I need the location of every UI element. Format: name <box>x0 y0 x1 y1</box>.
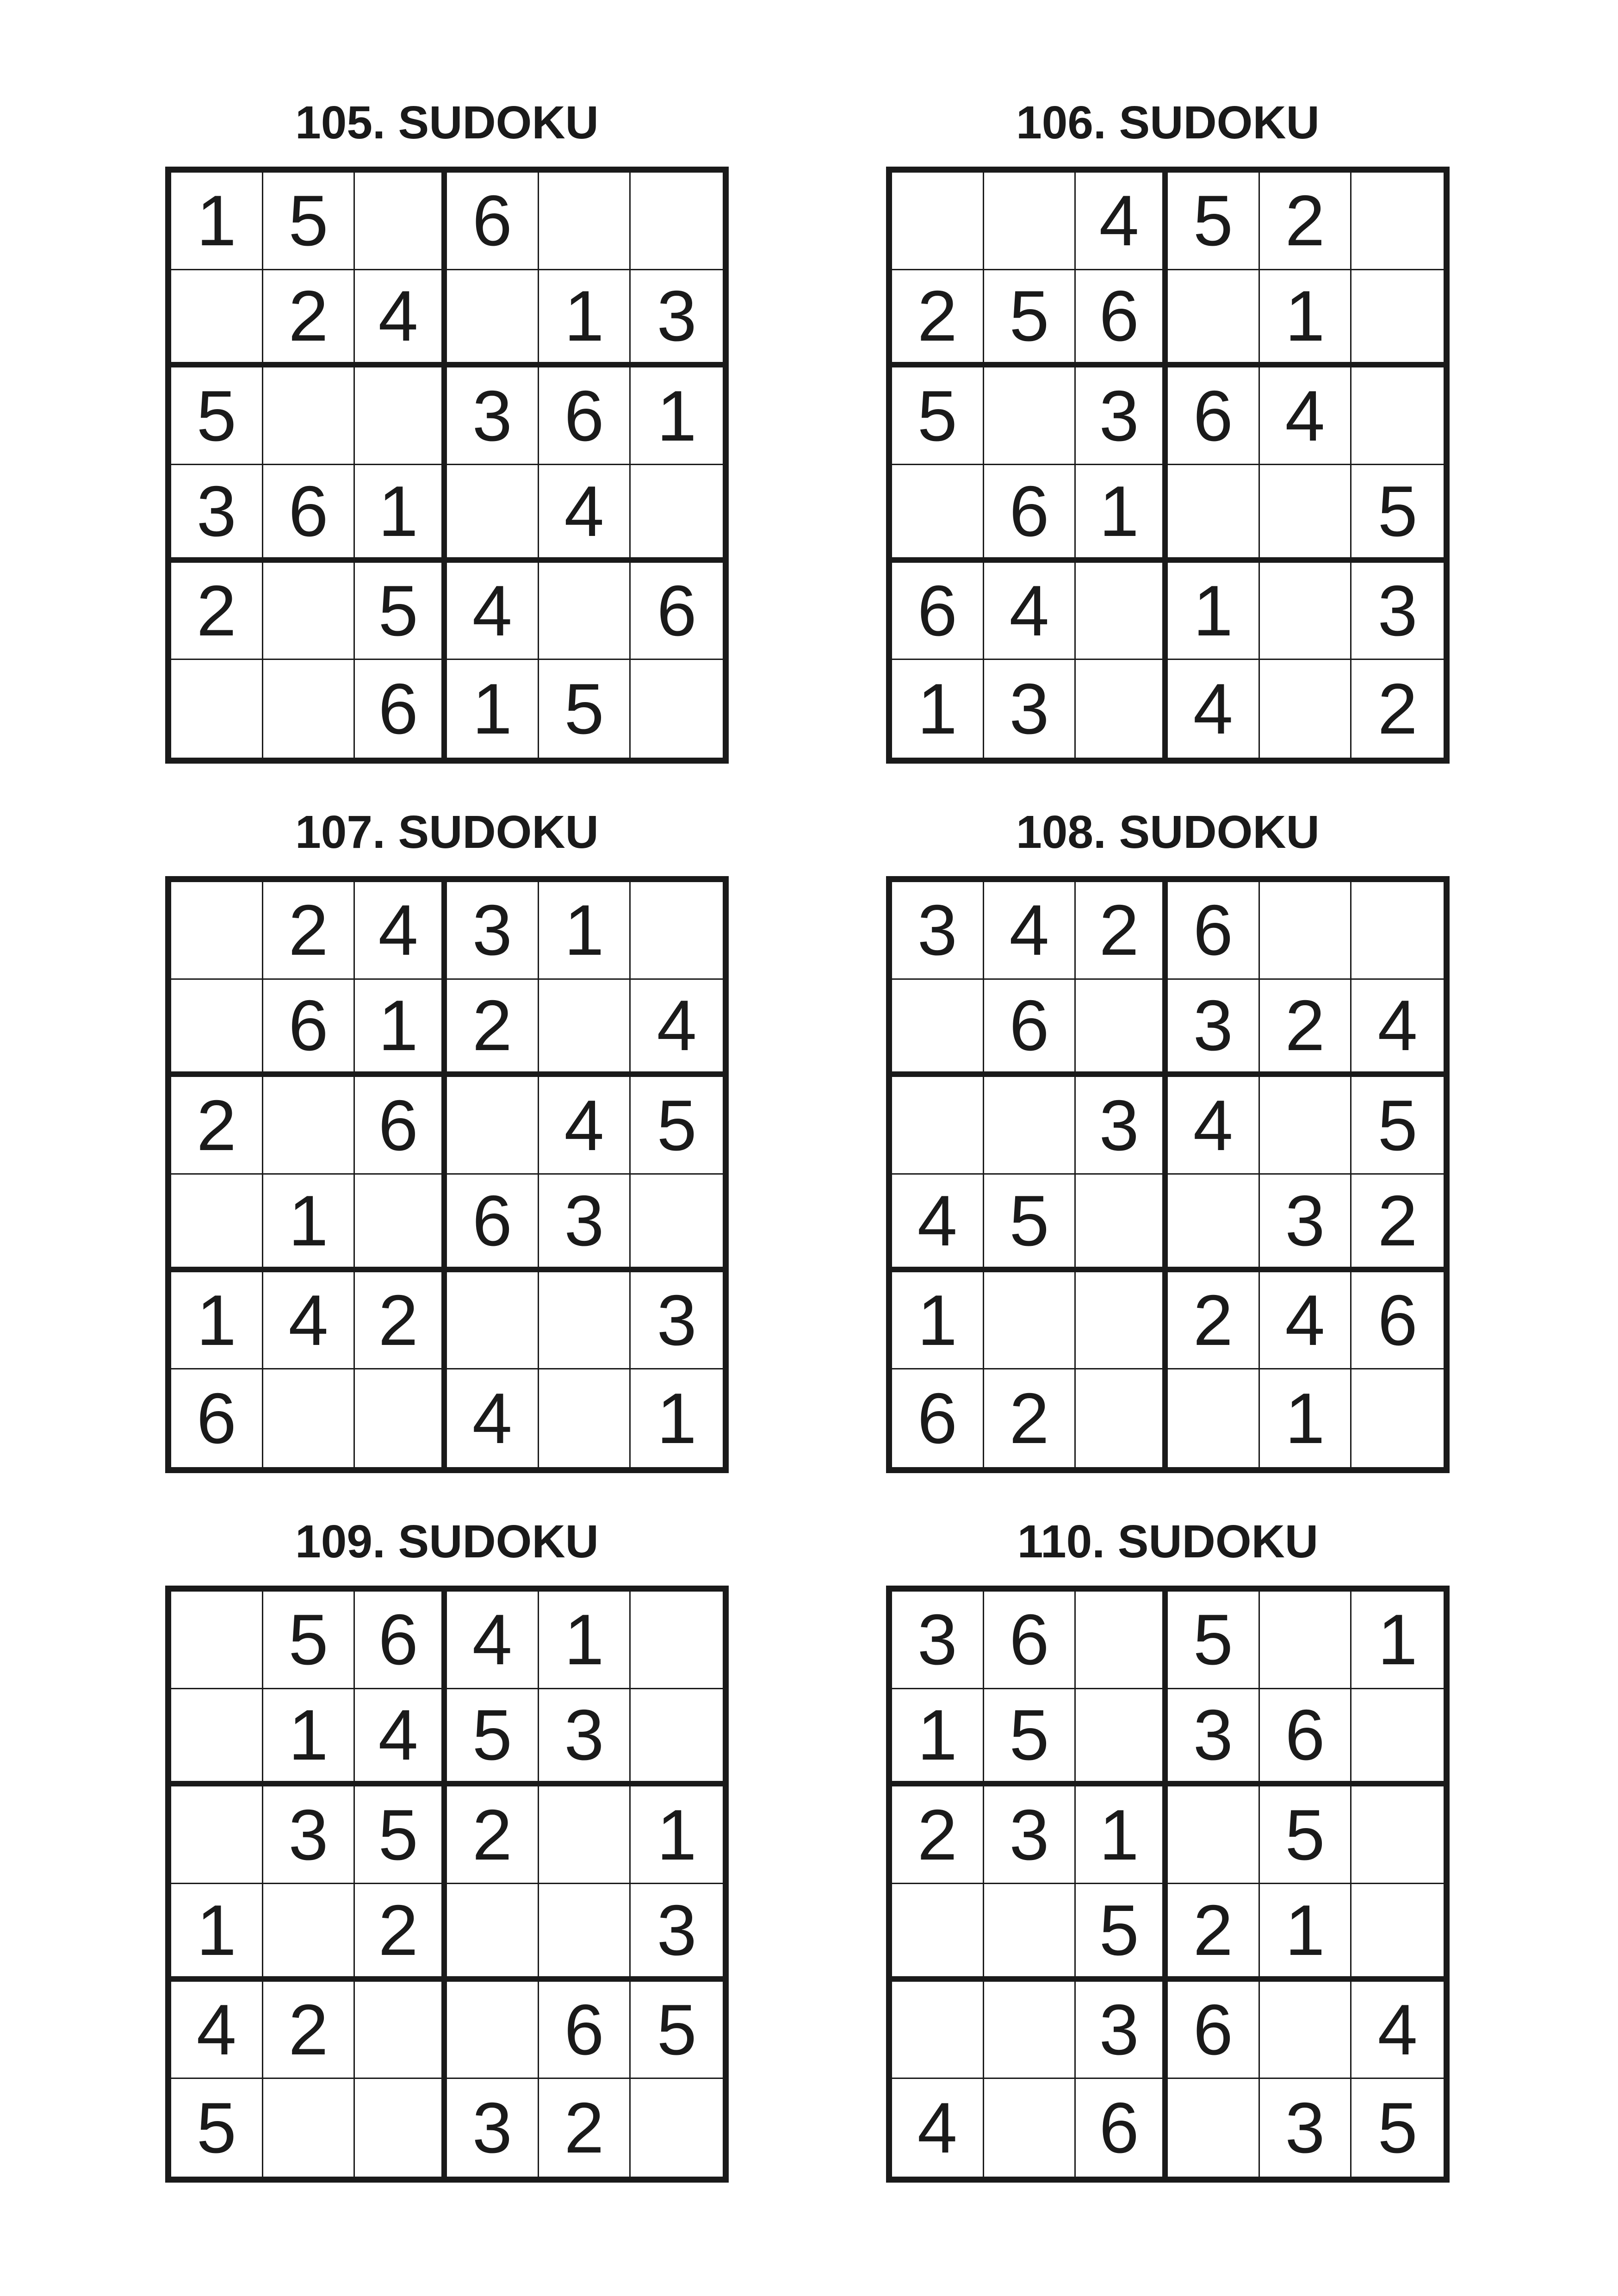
sudoku-cell[interactable] <box>1260 1592 1352 1689</box>
sudoku-cell[interactable] <box>1351 270 1444 368</box>
sudoku-cell[interactable]: 5 <box>1168 173 1260 270</box>
sudoku-cell[interactable] <box>984 1884 1076 1982</box>
sudoku-cell[interactable] <box>539 1786 631 1884</box>
sudoku-cell[interactable]: 1 <box>1260 1369 1352 1467</box>
sudoku-cell[interactable] <box>1260 660 1352 758</box>
sudoku-cell[interactable]: 6 <box>1076 2079 1168 2177</box>
sudoku-cell[interactable]: 2 <box>447 980 539 1077</box>
sudoku-cell[interactable]: 4 <box>355 270 447 368</box>
sudoku-cell[interactable]: 3 <box>631 270 723 368</box>
sudoku-cell[interactable] <box>447 1272 539 1370</box>
sudoku-cell[interactable] <box>1260 563 1352 660</box>
sudoku-cell[interactable] <box>1260 1982 1352 2079</box>
sudoku-cell[interactable]: 4 <box>1076 173 1168 270</box>
sudoku-cell[interactable]: 1 <box>1351 1592 1444 1689</box>
sudoku-cell[interactable] <box>539 1369 631 1467</box>
sudoku-cell[interactable]: 2 <box>171 1077 263 1175</box>
sudoku-cell[interactable] <box>631 1689 723 1787</box>
sudoku-cell[interactable] <box>1168 1786 1260 1884</box>
sudoku-cell[interactable] <box>892 980 984 1077</box>
sudoku-cell[interactable] <box>1168 2079 1260 2177</box>
sudoku-cell[interactable] <box>171 660 263 758</box>
sudoku-cell[interactable] <box>263 563 355 660</box>
sudoku-cell[interactable] <box>1076 660 1168 758</box>
sudoku-cell[interactable]: 2 <box>892 1786 984 1884</box>
sudoku-cell[interactable]: 4 <box>447 1369 539 1467</box>
sudoku-cell[interactable]: 5 <box>1168 1592 1260 1689</box>
sudoku-cell[interactable]: 3 <box>447 367 539 465</box>
sudoku-cell[interactable]: 1 <box>171 173 263 270</box>
sudoku-cell[interactable]: 3 <box>447 2079 539 2177</box>
sudoku-cell[interactable]: 6 <box>1260 1689 1352 1787</box>
sudoku-cell[interactable] <box>447 1077 539 1175</box>
sudoku-cell[interactable] <box>631 2079 723 2177</box>
sudoku-cell[interactable]: 1 <box>1076 465 1168 563</box>
sudoku-cell[interactable]: 3 <box>1168 980 1260 1077</box>
sudoku-cell[interactable]: 2 <box>1377 669 1418 749</box>
sudoku-cell[interactable] <box>1168 270 1260 368</box>
sudoku-cell[interactable] <box>539 563 631 660</box>
sudoku-cell[interactable]: 5 <box>447 1689 539 1787</box>
sudoku-cell[interactable]: 4 <box>1260 1272 1352 1370</box>
sudoku-cell[interactable] <box>984 1077 1076 1175</box>
sudoku-cell[interactable]: 4 <box>355 1689 447 1787</box>
sudoku-cell[interactable] <box>539 173 631 270</box>
sudoku-cell[interactable]: 1 <box>539 1592 631 1689</box>
sudoku-cell[interactable]: 1 <box>1168 563 1260 660</box>
sudoku-cell[interactable] <box>1076 563 1168 660</box>
sudoku-cell[interactable]: 2 <box>539 2079 631 2177</box>
sudoku-cell[interactable]: 6 <box>984 1592 1076 1689</box>
sudoku-cell[interactable]: 4 <box>984 882 1076 980</box>
sudoku-cell[interactable] <box>892 1982 984 2079</box>
sudoku-cell[interactable]: 6 <box>1168 882 1260 980</box>
sudoku-cell[interactable] <box>984 1272 1076 1370</box>
sudoku-cell[interactable]: 3 <box>984 660 1076 758</box>
sudoku-cell[interactable] <box>1076 1272 1168 1370</box>
sudoku-cell[interactable]: 1 <box>1260 270 1352 368</box>
sudoku-cell[interactable] <box>355 1369 447 1467</box>
sudoku-cell[interactable]: 1 <box>892 1689 984 1787</box>
sudoku-cell[interactable] <box>1076 1175 1168 1272</box>
sudoku-cell[interactable] <box>631 465 723 563</box>
sudoku-cell[interactable]: 3 <box>1076 1077 1168 1175</box>
sudoku-cell[interactable]: 1 <box>171 1272 263 1370</box>
sudoku-cell[interactable] <box>892 465 984 563</box>
sudoku-cell[interactable]: 3 <box>539 1175 631 1272</box>
sudoku-cell[interactable]: 6 <box>1168 1982 1260 2079</box>
sudoku-cell[interactable]: 2 <box>447 1786 539 1884</box>
sudoku-cell[interactable]: 6 <box>984 980 1076 1077</box>
sudoku-cell[interactable]: 4 <box>1351 980 1444 1077</box>
sudoku-grid <box>165 876 729 1473</box>
sudoku-cell[interactable] <box>171 1592 263 1689</box>
sudoku-cell[interactable] <box>539 1884 631 1982</box>
sudoku-cell[interactable]: 2 <box>1168 1884 1260 1982</box>
sudoku-cell[interactable]: 4 <box>892 1175 984 1272</box>
sudoku-cell[interactable]: 2 <box>263 270 355 368</box>
sudoku-cell[interactable]: 4 <box>1351 1982 1444 2079</box>
sudoku-cell[interactable] <box>1351 882 1444 980</box>
sudoku-grid <box>165 167 729 764</box>
sudoku-cell[interactable]: 5 <box>631 1982 723 2079</box>
sudoku-cell[interactable]: 3 <box>892 882 984 980</box>
sudoku-cell[interactable]: 6 <box>355 660 447 758</box>
puzzle-title: 109. SUDOKU <box>295 1516 599 1568</box>
sudoku-cell[interactable]: 5 <box>984 270 1076 368</box>
sudoku-cell[interactable]: 3 <box>1168 1689 1260 1787</box>
sudoku-cell[interactable]: 5 <box>631 1077 723 1175</box>
sudoku-cell[interactable]: 1 <box>892 1272 984 1370</box>
sudoku-cell[interactable]: 6 <box>1351 1272 1444 1370</box>
sudoku-cell[interactable]: 3 <box>1260 1175 1352 1272</box>
sudoku-cell[interactable] <box>1076 1592 1168 1689</box>
sudoku-cell[interactable] <box>447 270 539 368</box>
sudoku-cell[interactable]: 6 <box>171 1369 263 1467</box>
sudoku-cell[interactable]: 2 <box>355 1272 447 1370</box>
sudoku-cell[interactable]: 1 <box>631 367 723 465</box>
sudoku-cell[interactable]: 3 <box>539 1689 631 1787</box>
sudoku-cell[interactable]: 5 <box>355 563 447 660</box>
sudoku-cell[interactable]: 6 <box>1076 270 1168 368</box>
sudoku-cell[interactable]: 4 <box>447 563 539 660</box>
sudoku-cell[interactable]: 1 <box>355 465 447 563</box>
sudoku-cell[interactable] <box>631 882 723 980</box>
sudoku-cell[interactable] <box>892 173 984 270</box>
sudoku-cell[interactable] <box>171 1689 263 1787</box>
sudoku-cell[interactable]: 6 <box>892 1369 984 1467</box>
sudoku-cell[interactable] <box>1351 1786 1444 1884</box>
sudoku-cell[interactable] <box>1260 465 1352 563</box>
sudoku-cell[interactable]: 6 <box>355 1592 447 1689</box>
sudoku-cell[interactable]: 3 <box>631 1272 723 1370</box>
sudoku-cell[interactable] <box>171 1786 263 1884</box>
sudoku-cell[interactable]: 6 <box>355 1077 447 1175</box>
sudoku-cell[interactable] <box>539 980 631 1077</box>
sudoku-cell[interactable]: 3 <box>892 1592 984 1689</box>
sudoku-cell[interactable]: 4 <box>984 563 1076 660</box>
sudoku-cell[interactable]: 1 <box>355 980 447 1077</box>
sudoku-cell[interactable]: 6 <box>1168 367 1260 465</box>
sudoku-cell[interactable]: 2 <box>984 1369 1076 1467</box>
sudoku-cell[interactable]: 5 <box>263 1592 355 1689</box>
puzzle-title: 106. SUDOKU <box>1016 97 1320 149</box>
sudoku-cell[interactable]: 6 <box>447 1175 539 1272</box>
sudoku-cell[interactable]: 3 <box>984 1786 1076 1884</box>
sudoku-cell[interactable] <box>984 2079 1076 2177</box>
sudoku-cell[interactable] <box>631 660 723 758</box>
sudoku-cell[interactable]: 1 <box>892 660 984 758</box>
sudoku-cell[interactable] <box>539 1272 631 1370</box>
sudoku-cell[interactable]: 2 <box>1260 980 1352 1077</box>
sudoku-cell[interactable]: 4 <box>539 465 631 563</box>
sudoku-cell[interactable]: 5 <box>1076 1884 1168 1982</box>
sudoku-cell[interactable]: 1 <box>263 1175 355 1272</box>
sudoku-cell[interactable]: 6 <box>263 980 355 1077</box>
sudoku-cell[interactable]: 3 <box>171 465 263 563</box>
sudoku-cell[interactable] <box>631 173 723 270</box>
sudoku-grid <box>165 1586 729 2183</box>
sudoku-cell[interactable] <box>263 2079 355 2177</box>
puzzle-title: 107. SUDOKU <box>295 806 599 858</box>
sudoku-cell[interactable]: 6 <box>631 563 723 660</box>
sudoku-cell[interactable] <box>1076 1369 1168 1467</box>
sudoku-cell[interactable]: 1 <box>539 882 631 980</box>
sudoku-cell[interactable] <box>447 465 539 563</box>
sudoku-cell[interactable] <box>171 1175 263 1272</box>
sudoku-cell[interactable]: 3 <box>631 1884 723 1982</box>
sudoku-cell[interactable]: 3 <box>447 882 539 980</box>
sudoku-cell[interactable] <box>1168 1175 1260 1272</box>
sudoku-cell[interactable]: 2 <box>1260 173 1352 270</box>
sudoku-cell[interactable] <box>355 1175 447 1272</box>
sudoku-cell[interactable] <box>1076 1689 1168 1787</box>
sudoku-cell[interactable]: 3 <box>1076 1982 1168 2079</box>
sudoku-cell[interactable]: 1 <box>447 660 539 758</box>
sudoku-cell[interactable]: 1 <box>171 1884 263 1982</box>
sudoku-cell[interactable]: 5 <box>1351 465 1444 563</box>
puzzle-title: 110. SUDOKU <box>1017 1516 1319 1568</box>
sudoku-cell[interactable]: 6 <box>263 465 355 563</box>
sudoku-cell[interactable] <box>1260 882 1352 980</box>
sudoku-cell[interactable] <box>263 660 355 758</box>
sudoku-cell[interactable]: 5 <box>1260 1786 1352 1884</box>
sudoku-cell[interactable]: 5 <box>171 2079 263 2177</box>
sudoku-cell[interactable]: 4 <box>1168 1077 1260 1175</box>
sudoku-cell[interactable] <box>984 1982 1076 2079</box>
sudoku-cell[interactable] <box>171 882 263 980</box>
sudoku-cell[interactable]: 2 <box>1076 882 1168 980</box>
sudoku-cell[interactable] <box>1168 465 1260 563</box>
sudoku-cell[interactable]: 6 <box>984 465 1076 563</box>
sudoku-cell[interactable] <box>355 367 447 465</box>
sudoku-cell[interactable]: 1 <box>631 1786 723 1884</box>
sudoku-cell[interactable]: 4 <box>892 2079 984 2177</box>
sudoku-cell[interactable]: 5 <box>892 367 984 465</box>
sudoku-cell[interactable]: 2 <box>1168 1272 1260 1370</box>
sudoku-grid <box>886 876 1450 1473</box>
sudoku-grid <box>886 167 1450 764</box>
sudoku-cell[interactable]: 3 <box>1260 2079 1352 2177</box>
sudoku-grid <box>886 1586 1450 2183</box>
sudoku-cell[interactable]: 1 <box>539 270 631 368</box>
sudoku-cell[interactable] <box>355 1982 447 2079</box>
sudoku-cell[interactable] <box>171 270 263 368</box>
sudoku-cell[interactable] <box>263 367 355 465</box>
sudoku-cell[interactable] <box>447 1884 539 1982</box>
sudoku-cell[interactable]: 4 <box>631 980 723 1077</box>
sudoku-cell[interactable]: 5 <box>355 1786 447 1884</box>
sudoku-cell[interactable]: 1 <box>1076 1786 1168 1884</box>
sudoku-cell[interactable]: 4 <box>171 1982 263 2079</box>
sudoku-cell[interactable] <box>984 173 1076 270</box>
sudoku-cell[interactable]: 3 <box>1076 367 1168 465</box>
sudoku-cell[interactable]: 5 <box>171 367 263 465</box>
sudoku-cell[interactable] <box>631 1592 723 1689</box>
sudoku-cell[interactable]: 3 <box>1351 563 1444 660</box>
sudoku-cell[interactable] <box>1351 1689 1444 1787</box>
sudoku-cell[interactable] <box>355 173 447 270</box>
sudoku-cell[interactable]: 1 <box>657 1378 697 1459</box>
sudoku-cell[interactable]: 5 <box>1351 1077 1444 1175</box>
puzzle-title: 105. SUDOKU <box>295 97 599 149</box>
sudoku-cell[interactable] <box>263 1369 355 1467</box>
sudoku-cell[interactable]: 4 <box>1260 367 1352 465</box>
sudoku-cell[interactable] <box>171 980 263 1077</box>
sudoku-cell[interactable]: 5 <box>263 173 355 270</box>
sudoku-cell[interactable]: 5 <box>984 1689 1076 1787</box>
sudoku-cell[interactable]: 4 <box>1168 660 1260 758</box>
sudoku-cell[interactable]: 6 <box>539 1982 631 2079</box>
sudoku-cell[interactable] <box>1260 1077 1352 1175</box>
sudoku-cell[interactable] <box>892 1884 984 1982</box>
sudoku-cell[interactable]: 5 <box>984 1175 1076 1272</box>
sudoku-cell[interactable] <box>1351 1369 1444 1467</box>
sudoku-cell[interactable] <box>1351 173 1444 270</box>
sudoku-cell[interactable]: 6 <box>892 563 984 660</box>
sudoku-cell[interactable] <box>447 1982 539 2079</box>
sudoku-cell[interactable]: 2 <box>892 270 984 368</box>
sudoku-cell[interactable] <box>355 2079 447 2177</box>
sudoku-cell[interactable] <box>984 367 1076 465</box>
sudoku-cell[interactable]: 5 <box>539 660 631 758</box>
sudoku-cell[interactable]: 4 <box>263 1272 355 1370</box>
sudoku-cell[interactable]: 2 <box>263 882 355 980</box>
sudoku-cell[interactable]: 1 <box>1260 1884 1352 1982</box>
sudoku-cell[interactable] <box>1076 980 1168 1077</box>
sudoku-cell[interactable] <box>263 1077 355 1175</box>
sudoku-cell[interactable] <box>1351 367 1444 465</box>
sudoku-cell[interactable]: 4 <box>539 1077 631 1175</box>
sudoku-cell[interactable]: 2 <box>355 1884 447 1982</box>
sudoku-cell[interactable] <box>1168 1369 1260 1467</box>
sudoku-cell[interactable] <box>631 1175 723 1272</box>
sudoku-cell[interactable] <box>263 1884 355 1982</box>
sudoku-cell[interactable]: 2 <box>171 563 263 660</box>
sudoku-cell[interactable] <box>1351 1884 1444 1982</box>
sudoku-cell[interactable]: 5 <box>1377 2088 1418 2168</box>
sudoku-cell[interactable]: 6 <box>447 173 539 270</box>
sudoku-cell[interactable]: 2 <box>263 1982 355 2079</box>
sudoku-cell[interactable]: 2 <box>1351 1175 1444 1272</box>
sudoku-cell[interactable]: 6 <box>539 367 631 465</box>
sudoku-cell[interactable] <box>892 1077 984 1175</box>
sudoku-cell[interactable]: 4 <box>447 1592 539 1689</box>
puzzle-title: 108. SUDOKU <box>1016 806 1320 858</box>
sudoku-cell[interactable]: 4 <box>355 882 447 980</box>
sudoku-cell[interactable]: 3 <box>263 1786 355 1884</box>
sudoku-cell[interactable]: 1 <box>263 1689 355 1787</box>
